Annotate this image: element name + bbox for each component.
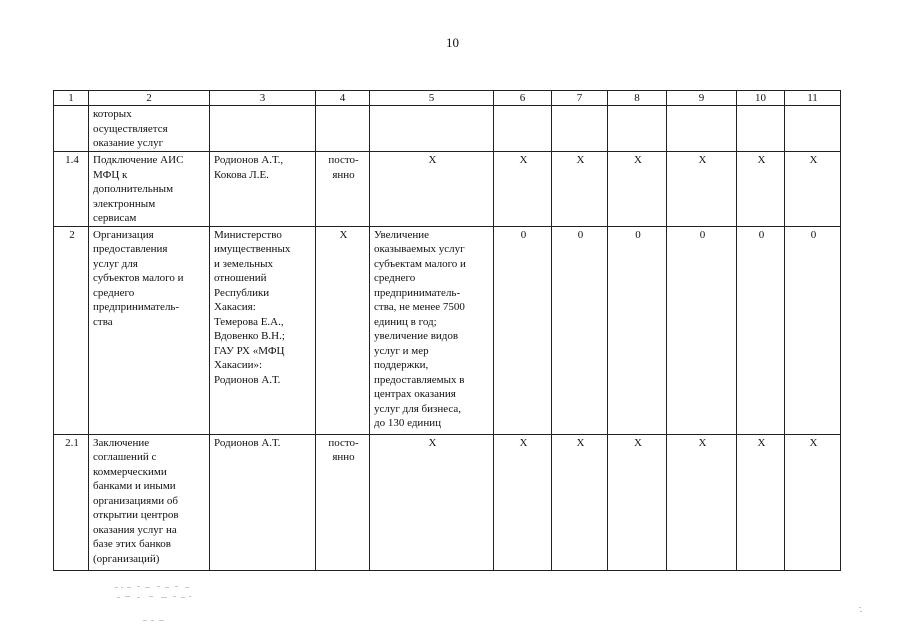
row-value: 0 (552, 226, 608, 434)
row-value (667, 106, 737, 152)
row-value: Х (552, 434, 608, 570)
row-responsible (210, 106, 316, 152)
row-number (54, 106, 89, 152)
table-row (54, 434, 841, 570)
table-row (54, 152, 841, 227)
page-number: 10 (446, 35, 459, 50)
plan-table (53, 90, 841, 571)
row-value: Х (608, 152, 667, 227)
scan-artifact (858, 606, 864, 616)
column-number-8: 8 (608, 91, 667, 106)
row-value (552, 106, 608, 152)
table-header-row (54, 91, 841, 106)
row-responsible: Родионов А.Т., Кокова Л.Е. (210, 152, 316, 227)
row-value: Х (785, 434, 841, 570)
table-row (54, 106, 841, 152)
row-number: 1.4 (54, 152, 89, 227)
column-number-2: 2 (89, 91, 210, 106)
row-value: Х (494, 152, 552, 227)
row-value: Х (785, 152, 841, 227)
column-number-9: 9 (667, 91, 737, 106)
row-value: Х (737, 434, 785, 570)
row-value: Х (737, 152, 785, 227)
row-value: 0 (737, 226, 785, 434)
row-value (608, 106, 667, 152)
row-value: 0 (494, 226, 552, 434)
row-result: Х (370, 434, 494, 570)
row-name: Подключение АИС МФЦ к дополнительным электронным сервисам (89, 152, 210, 227)
row-value: Х (667, 434, 737, 570)
column-number-1: 1 (54, 91, 89, 106)
row-number: 2.1 (54, 434, 89, 570)
column-number-6: 6 (494, 91, 552, 106)
row-value: 0 (608, 226, 667, 434)
table-row (54, 226, 841, 434)
column-number-7: 7 (552, 91, 608, 106)
column-number-10: 10 (737, 91, 785, 106)
row-name: Организация предоставления услуг для субъектов малого и среднего предприниматель- ства (89, 226, 210, 434)
row-value: Х (494, 434, 552, 570)
column-number-3: 3 (210, 91, 316, 106)
row-value: Х (667, 152, 737, 227)
row-result: Х (370, 152, 494, 227)
row-term: Х (316, 226, 370, 434)
row-value (785, 106, 841, 152)
row-term: посто- янно (316, 434, 370, 570)
row-name: которых осуществляется оказание услуг (89, 106, 210, 152)
row-result: Увеличение оказываемых услуг субъектам малого и среднего предприниматель- ства, не менее 7500 единиц в год; увеличение видов услуг и мер поддержки, предоставляемых в центрах оказания услуг для бизнеса, до 130 единиц (370, 226, 494, 434)
column-number-11: 11 (785, 91, 841, 106)
row-name: Заключение соглашений с коммерческими банками и иными организациями об открытии центров оказания услуг на базе этих банков (организаций) (89, 434, 210, 570)
row-value: 0 (785, 226, 841, 434)
row-responsible: Министерство имущественных и земельных отношений Республики Хакасия: Темерова Е.А., Вдовенко В.Н.; ГАУ РХ «МФЦ Хакасии»: Родионов А.Т. (210, 226, 316, 434)
column-number-4: 4 (316, 91, 370, 106)
row-term (316, 106, 370, 152)
row-value: Х (552, 152, 608, 227)
row-term: посто- янно (316, 152, 370, 227)
row-value: Х (608, 434, 667, 570)
row-value (737, 106, 785, 152)
row-result (370, 106, 494, 152)
scan-artifact (115, 585, 195, 625)
row-responsible: Родионов А.Т. (210, 434, 316, 570)
column-number-5: 5 (370, 91, 494, 106)
row-number: 2 (54, 226, 89, 434)
row-value (494, 106, 552, 152)
row-value: 0 (667, 226, 737, 434)
